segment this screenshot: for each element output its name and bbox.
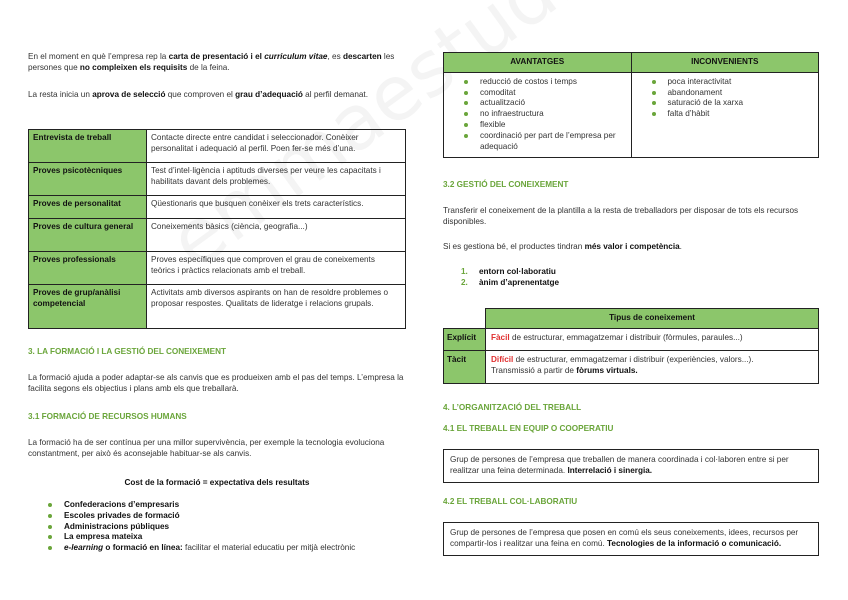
advantages-cell (444, 72, 632, 157)
training-providers-list (46, 500, 406, 554)
list-item: 1. entorn col·laboratiu (461, 267, 556, 276)
table-row: Proves de grup/anàlisi competencial Activitats amb diversos aspirants on han de resoldre problemes o proposar respostes. Qualitats de lideratge i relacions grupals. (29, 285, 406, 329)
section-3-1-heading: 3.1 FORMACIÓ DE RECURSOS HUMANS (28, 412, 187, 421)
knowledge-factors-list (461, 267, 819, 289)
disadvantages-cell (631, 72, 819, 157)
list-item: comoditat (462, 88, 625, 99)
list-item: saturació de la xarxa (650, 98, 813, 109)
list-item: flexible (462, 120, 625, 131)
selection-tests-table (28, 129, 406, 329)
section-4-1-heading: 4.1 EL TREBALL EN EQUIP O COOPERATIU (443, 424, 614, 433)
knowledge-types-table (443, 308, 819, 384)
list-item: reducció de costos i temps (462, 77, 625, 88)
knowledge-types-header: Tipus de coneixement (486, 309, 819, 329)
section-3-2-heading: 3.2 GESTIÓ DEL CONEIXEMENT (443, 180, 569, 189)
table-row: Proves psicotècniques Test d’intel·ligència i aptituds diverses per veure les capacitats i habilitats davant dels problemes. (29, 163, 406, 196)
section-3-2-paragraph-1: Transferir el coneixement de la plantilla a la resta de treballadors per disposar de tots els recursos disponibles. (443, 206, 799, 226)
collaborative-work-definition-box: Grup de persones de l’empresa que posen en comú els seus coneixements, idees, recursos per compartir-los i realitzar una feina en comú. Tecnologies de la informació o comunicació. (443, 522, 819, 556)
advantages-header: AVANTATGES (444, 53, 632, 73)
list-item: e-learning o formació en línea: facilitar el material educatiu per mitjà electrònic (46, 543, 406, 554)
list-item: poca interactivitat (650, 77, 813, 88)
list-item: Escoles privades de formació (46, 511, 406, 522)
section-3-paragraph: La formació ajuda a poder adaptar-se als canvis que es produeixen amb el pas del temps. L’empresa la facilita segons els objectius i plans amb els que treballarà. (28, 373, 404, 393)
table-row: Explícit Fàcil de estructurar, emmagatzemar i distribuir (fòrmules, paraules...) (444, 328, 819, 350)
list-item: 2. ànim d’aprenentatge (461, 277, 560, 287)
intro-paragraph-1: En el moment en què l’empresa rep la carta de presentació i el curriculum vitae, es descarten les persones que no compleixen els requisits de la feina. (28, 52, 395, 72)
list-item: Administracions públiques (46, 522, 406, 533)
section-3-1-paragraph: La formació ha de ser contínua per una millor supervivència, per exemple la tecnologia evoluciona constantment, per això és aconsejable habituar-se als canvis. (28, 438, 385, 458)
list-item: no infraestructura (462, 109, 625, 120)
list-item: Confederacions d’empresaris (46, 500, 406, 511)
section-3-heading: 3. LA FORMACIÓ I LA GESTIÓ DEL CONEIXEMENT (28, 347, 227, 356)
table-row: Proves professionals Proves específiques que comproven el grau de coneixements teòrics i pràctics relacionats amb el treball. (29, 252, 406, 285)
list-item: La empresa mateixa (46, 532, 406, 543)
table-row: Entrevista de treball Contacte directe entre candidat i seleccionador. Conèixer personalitat i adequació al perfil. Poen fer-se més d’una. (29, 130, 406, 163)
list-item: falta d’hàbit (650, 109, 813, 120)
list-item: abandonament (650, 88, 813, 99)
pros-cons-table (443, 52, 819, 158)
disadvantages-header: INCONVENIENTS (631, 53, 819, 73)
list-item: coordinació per part de l’empresa per adequació (462, 131, 625, 153)
cost-line: Cost de la formació = expectativa dels resultats (124, 478, 310, 487)
table-row: Tàcit Difícil de estructurar, emmagatzemar i distribuir (experiències, valors...). Transmissió a partir de fòrums virtuals. (444, 350, 819, 383)
section-4-heading: 4. L’ORGANITZACIÓ DEL TREBALL (443, 403, 582, 412)
list-item: actualització (462, 98, 625, 109)
table-row: Proves de personalitat Qüestionaris que busquen conèixer els trets característics. (29, 196, 406, 219)
intro-paragraph-2: La resta inicia un aprova de selecció que comproven el grau d’adequació al perfil demanat. (28, 90, 368, 99)
table-row: Proves de cultura general Coneixements bàsics (ciència, geografia...) (29, 219, 406, 252)
teamwork-definition-box: Grup de persones de l’empresa que treballen de manera coordinada i col·laboren entre si per realitzar una feina determinada. Interrelació i sinergia. (443, 449, 819, 483)
section-4-2-heading: 4.2 EL TREBALL COL·LABORATIU (443, 497, 578, 506)
section-3-2-paragraph-2: Si es gestiona bé, el productes tindran més valor i competència. (443, 242, 682, 251)
